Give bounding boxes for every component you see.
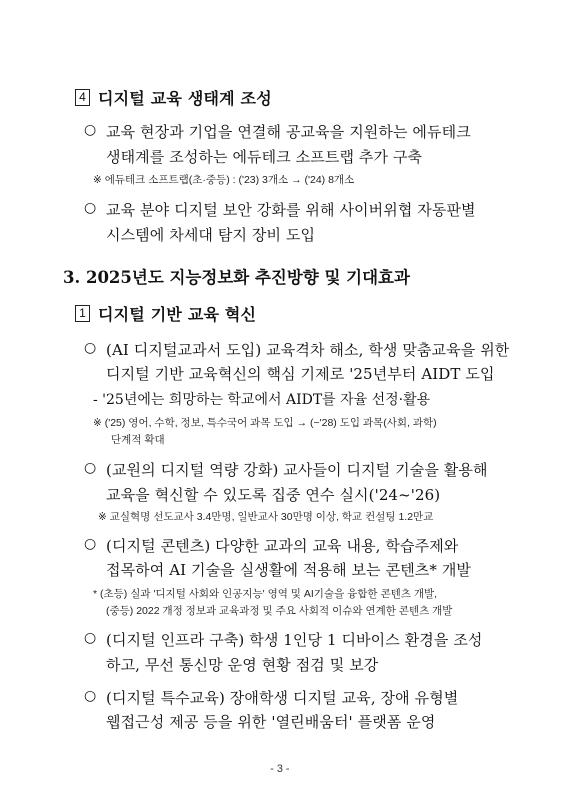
page-number: - 3 -: [270, 763, 290, 775]
footnote: (중등) 2022 개정 정보과 교육과정 및 주요 사회적 이슈와 연계한 콘텐츠 개발: [106, 605, 453, 617]
bullet-text-line: 웹접근성 제공 등을 위한 '열린배움터' 플랫폼 운영: [106, 713, 436, 731]
reference-note: 단계적 확대: [111, 434, 165, 446]
chapter-title: 3. 2025년도 지능정보화 추진방향 및 기대효과: [63, 268, 410, 287]
reference-note: ※ ('25) 영어, 수학, 정보, 특수국어 과목 도입 → (~'28) 도입 과목(사회, 과학): [93, 417, 437, 429]
bullet-text-line: 하고, 무선 통신망 운영 현황 점검 및 보강: [106, 656, 379, 674]
bullet-text-line: (디지털 인프라 구축) 학생 1인당 1 디바이스 환경을 조성: [106, 631, 483, 649]
bullet-circle-icon: ○: [84, 340, 97, 356]
bullet-text-line: 디지털 기반 교육혁신의 핵심 기제로 '25년부터 AIDT 도입: [106, 365, 495, 383]
bullet-text-line: 접목하여 AI 기술을 실생활에 적용해 보는 콘텐츠* 개발: [106, 561, 472, 579]
footnote: * (초등) 실과 '디지털 사회와 인공지능' 영역 및 AI기술을 융합한 콘텐츠 개발,: [93, 588, 438, 600]
section-number-box: 1: [75, 305, 90, 322]
reference-note: ※ 교실혁명 선도교사 3.4만명, 일반교사 30만명 이상, 학교 컨설팅 1.2만교: [98, 511, 434, 523]
section-number-box: 4: [75, 89, 90, 106]
sub-item-line: - '25년에는 희망하는 학교에서 AIDT를 자율 선정·활용: [93, 392, 431, 408]
bullet-text-line: 시스템에 차세대 탐지 장비 도입: [106, 226, 316, 244]
bullet-circle-icon: ○: [84, 688, 97, 704]
bullet-circle-icon: ○: [84, 460, 97, 476]
section-heading: 디지털 교육 생태계 조성: [98, 89, 272, 108]
bullet-text-line: (AI 디지털교과서 도입) 교육격차 해소, 학생 맞춤교육을 위한: [106, 341, 510, 359]
bullet-circle-icon: ○: [84, 122, 97, 138]
section-heading: 디지털 기반 교육 혁신: [98, 305, 257, 324]
bullet-circle-icon: ○: [84, 630, 97, 646]
bullet-text-line: (디지털 특수교육) 장애학생 디지털 교육, 장애 유형별: [106, 689, 459, 707]
bullet-text-line: 교육을 혁신할 수 있도록 집중 연수 실시('24~'26): [106, 486, 441, 504]
bullet-text-line: 생태계를 조성하는 에듀테크 소프트랩 추가 구축: [106, 148, 423, 166]
bullet-text-line: 교육 현장과 기업을 연결해 공교육을 지원하는 에듀테크: [106, 123, 471, 141]
bullet-circle-icon: ○: [84, 536, 97, 552]
bullet-text-line: (교원의 디지털 역량 강화) 교사들이 디지털 기술을 활용해: [106, 461, 488, 479]
bullet-text-line: (디지털 콘텐츠) 다양한 교과의 교육 내용, 학습주제와: [106, 537, 459, 555]
bullet-text-line: 교육 분야 디지털 보안 강화를 위해 사이버위협 자동판별: [106, 201, 476, 219]
bullet-circle-icon: ○: [84, 200, 97, 216]
reference-note: ※ 에듀테크 소프트랩(초·중등) : ('23) 3개소 → ('24) 8개소: [93, 174, 355, 186]
